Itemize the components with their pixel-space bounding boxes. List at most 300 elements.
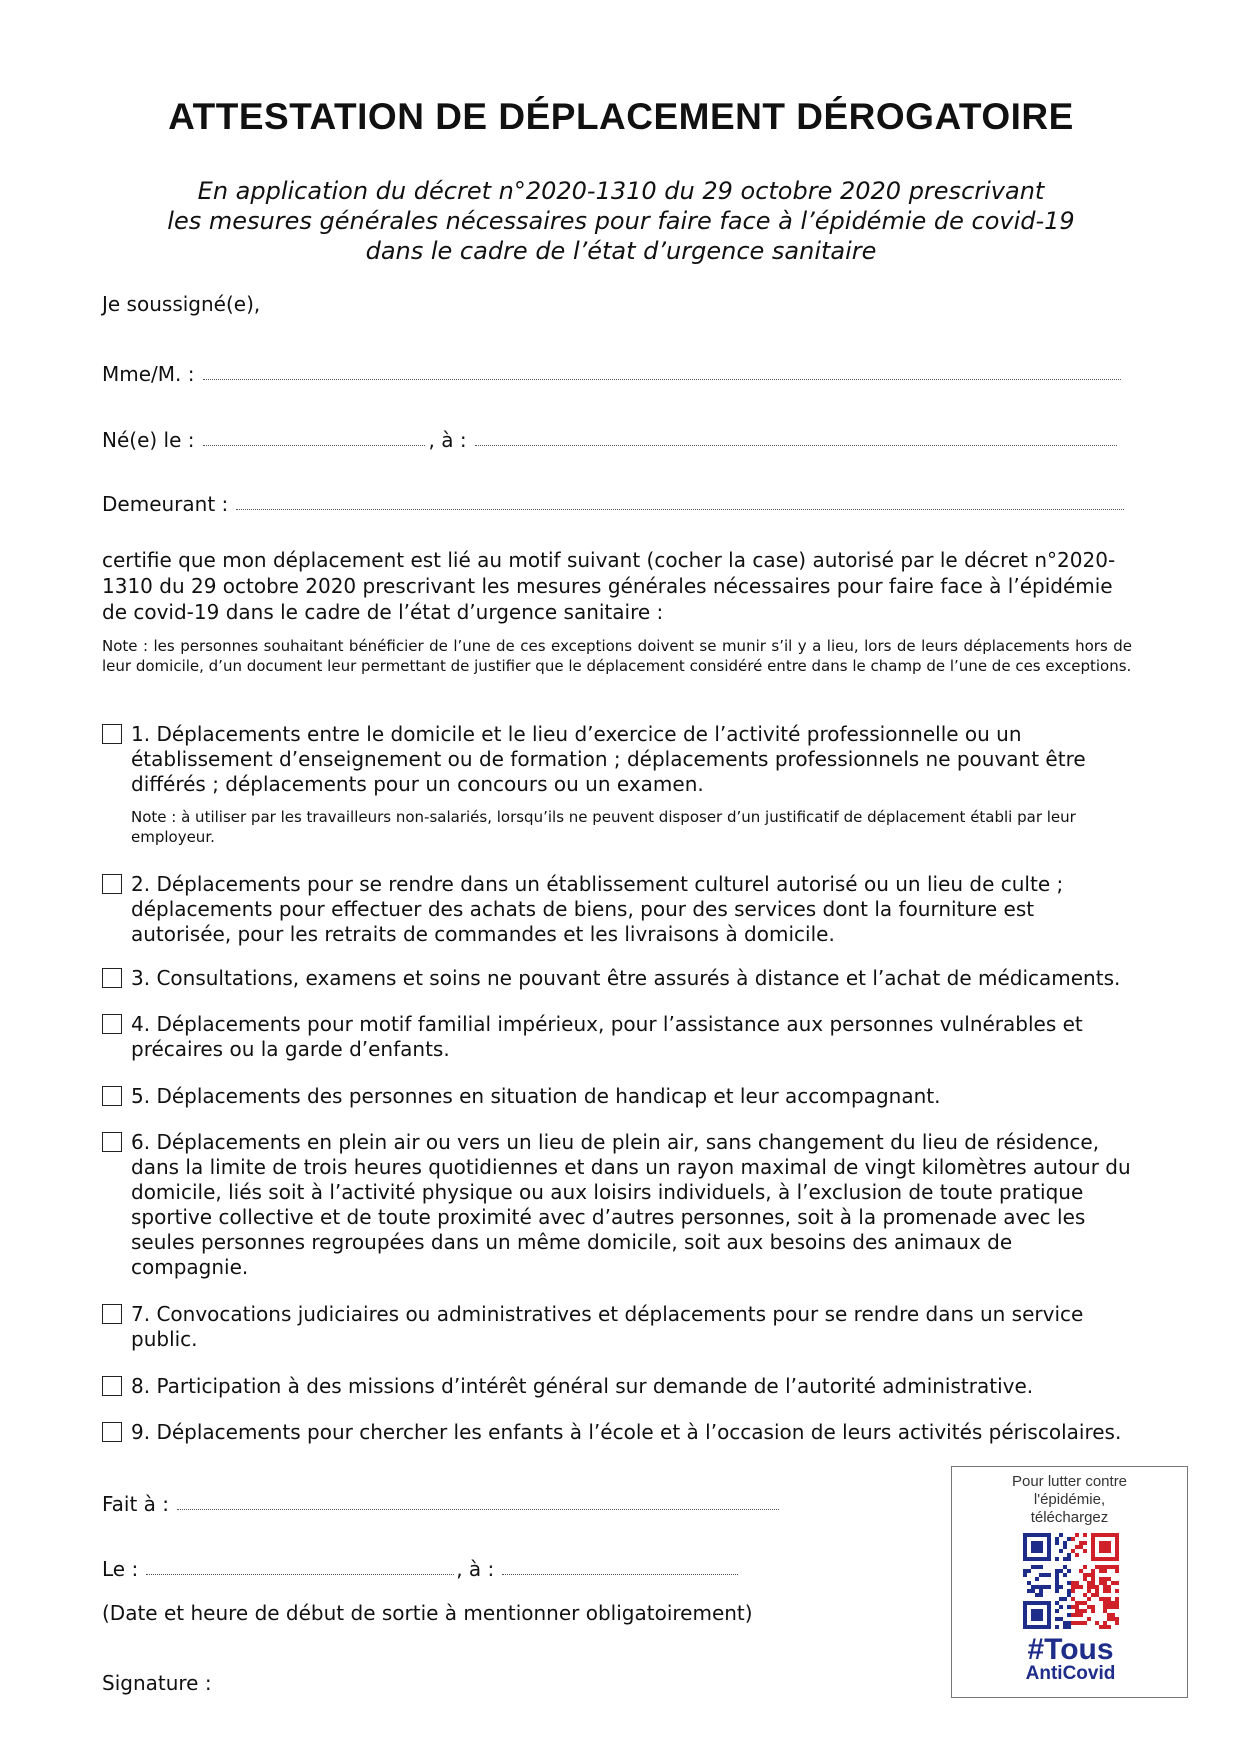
qr-module <box>1111 1533 1115 1537</box>
qr-module <box>1107 1565 1111 1569</box>
reason-9-checkbox[interactable] <box>102 1422 122 1442</box>
name-input-line[interactable] <box>203 378 1121 380</box>
qr-module <box>1099 1581 1103 1585</box>
qr-module <box>1023 1625 1027 1629</box>
qr-module <box>1111 1605 1115 1609</box>
name-field[interactable] <box>102 362 1121 386</box>
qr-module <box>1083 1609 1087 1613</box>
qr-module <box>1027 1625 1031 1629</box>
qr-module <box>1047 1585 1051 1589</box>
qr-module <box>1027 1581 1031 1585</box>
qr-module <box>1115 1545 1119 1549</box>
qr-module <box>1031 1541 1035 1545</box>
subtitle-line: dans le cadre de l’état d’urgence sanitaire <box>365 237 877 265</box>
qr-module <box>1103 1625 1107 1629</box>
qr-module <box>1115 1553 1119 1557</box>
qr-module <box>1063 1573 1067 1577</box>
qr-module <box>1107 1605 1111 1609</box>
qr-module <box>1047 1605 1051 1609</box>
qr-module <box>1079 1601 1083 1605</box>
qr-module <box>1115 1569 1119 1573</box>
qr-module <box>1075 1621 1079 1625</box>
intro-label: Je soussigné(e), <box>102 292 261 316</box>
qr-caption-line: téléchargez <box>1030 1509 1109 1526</box>
qr-module <box>1047 1553 1051 1557</box>
reason-2-label: 2. Déplacements pour se rendre dans un établissement culturel autorisé ou un lieu de culte ; déplacements pour effectuer des achats de biens, pour des services dont la fourniture est autorisée, pour les retraits de commandes et les livraisons à domicile. <box>131 872 1064 946</box>
qr-module <box>1075 1545 1079 1549</box>
qr-module <box>1035 1625 1039 1629</box>
qr-module <box>1115 1541 1119 1545</box>
address-input-line[interactable] <box>236 508 1124 510</box>
qr-module <box>1059 1533 1063 1537</box>
qr-module <box>1047 1621 1051 1625</box>
qr-module <box>1031 1545 1035 1549</box>
qr-module <box>1023 1573 1027 1577</box>
qr-module <box>1115 1565 1119 1569</box>
reason-5-label: 5. Déplacements des personnes en situation de handicap et leur accompagnant. <box>131 1084 941 1108</box>
qr-module <box>1099 1549 1103 1553</box>
qr-module <box>1103 1577 1107 1581</box>
qr-module <box>1063 1597 1067 1601</box>
qr-module <box>1035 1609 1039 1613</box>
qr-module <box>1059 1569 1063 1573</box>
place-label: Fait à : <box>102 1492 170 1516</box>
qr-module <box>1031 1585 1035 1589</box>
qr-module <box>1023 1569 1027 1573</box>
qr-module <box>1111 1565 1115 1569</box>
qr-caption-line: Pour lutter contre <box>1011 1473 1128 1490</box>
qr-module <box>1107 1625 1111 1629</box>
qr-module <box>1031 1601 1035 1605</box>
qr-module <box>1103 1549 1107 1553</box>
qr-module <box>1107 1541 1111 1545</box>
subtitle <box>0 176 1242 266</box>
qr-module <box>1047 1541 1051 1545</box>
qr-module <box>1039 1541 1043 1545</box>
reason-5-checkbox[interactable] <box>102 1086 122 1106</box>
qr-module <box>1023 1553 1027 1557</box>
qr-module <box>1107 1601 1111 1605</box>
reason-6[interactable] <box>102 1130 1142 1280</box>
qr-module <box>1027 1601 1031 1605</box>
qr-module <box>1091 1569 1095 1573</box>
qr-module <box>1047 1557 1051 1561</box>
qr-module <box>1031 1565 1035 1569</box>
qr-module <box>1075 1581 1079 1585</box>
qr-module <box>1091 1545 1095 1549</box>
qr-module <box>1023 1621 1027 1625</box>
reason-7-label: 7. Convocations judiciaires ou administratives et déplacements pour se rendre dans un service public. <box>131 1302 1084 1351</box>
qr-module <box>1071 1597 1075 1601</box>
signature-label: Signature : <box>102 1671 212 1695</box>
qr-module <box>1075 1533 1079 1537</box>
qr-module <box>1055 1569 1059 1573</box>
qr-module <box>1055 1609 1059 1613</box>
qr-module <box>1059 1549 1063 1553</box>
qr-module <box>1023 1537 1027 1541</box>
qr-module <box>1079 1545 1083 1549</box>
qr-module <box>1107 1585 1111 1589</box>
reason-5[interactable] <box>102 1084 1142 1109</box>
qr-module <box>1115 1617 1119 1621</box>
qr-module <box>1055 1581 1059 1585</box>
reason-9-label: 9. Déplacements pour chercher les enfants à l’école et à l’occasion de leurs activités périscolaires. <box>131 1420 1122 1444</box>
qr-module <box>1043 1557 1047 1561</box>
qr-module <box>1035 1593 1039 1597</box>
qr-module <box>1055 1617 1059 1621</box>
qr-module <box>1071 1549 1075 1553</box>
qr-module <box>1079 1541 1083 1545</box>
qr-module <box>1099 1625 1103 1629</box>
qr-module <box>1043 1573 1047 1577</box>
qr-module <box>1115 1557 1119 1561</box>
qr-module <box>1023 1605 1027 1609</box>
qr-module <box>1087 1585 1091 1589</box>
reason-8-label: 8. Participation à des missions d’intérêt général sur demande de l’autorité administrative. <box>131 1374 1034 1398</box>
qr-module <box>1047 1601 1051 1605</box>
qr-module <box>1091 1541 1095 1545</box>
qr-module <box>1115 1581 1119 1585</box>
qr-module <box>1083 1577 1087 1581</box>
qr-module <box>1023 1613 1027 1617</box>
qr-module <box>1103 1565 1107 1569</box>
qr-module <box>1039 1533 1043 1537</box>
qr-module <box>1063 1541 1067 1545</box>
qr-module <box>1115 1589 1119 1593</box>
qr-module <box>1071 1613 1075 1617</box>
qr-module <box>1095 1593 1099 1597</box>
qr-module <box>1067 1569 1071 1573</box>
qr-module <box>1103 1581 1107 1585</box>
qr-module <box>1103 1601 1107 1605</box>
qr-module <box>1079 1609 1083 1613</box>
qr-module <box>1067 1625 1071 1629</box>
qr-module <box>1035 1557 1039 1561</box>
qr-module <box>1023 1557 1027 1561</box>
time-label: , à : <box>456 1557 495 1581</box>
qr-module <box>1079 1569 1083 1573</box>
reason-2-checkbox[interactable] <box>102 874 122 894</box>
birth-place-label: , à : <box>428 428 467 452</box>
qr-module <box>1115 1533 1119 1537</box>
mention-text <box>102 1601 753 1625</box>
qr-module <box>1027 1589 1031 1593</box>
qr-panel <box>951 1466 1188 1698</box>
qr-module <box>1035 1601 1039 1605</box>
qr-module <box>1095 1565 1099 1569</box>
reason-9[interactable] <box>102 1420 1142 1445</box>
qr-module <box>1083 1621 1087 1625</box>
qr-module <box>1023 1545 1027 1549</box>
qr-module <box>1063 1621 1067 1625</box>
reason-1-note: Note : à utiliser par les travailleurs non-salariés, lorsqu’ils ne peuvent disposer d’un justificatif de déplacement établi par leur employeur. <box>131 808 1076 846</box>
qr-module <box>1083 1601 1087 1605</box>
subtitle-line: les mesures générales nécessaires pour faire face à l’épidémie de covid-19 <box>167 207 1075 235</box>
qr-module <box>1075 1553 1079 1557</box>
qr-module <box>1039 1617 1043 1621</box>
qr-module <box>1055 1577 1059 1581</box>
qr-module <box>1091 1577 1095 1581</box>
intro-text <box>102 292 260 316</box>
qr-module <box>1043 1533 1047 1537</box>
time-input-line[interactable] <box>502 1573 738 1575</box>
qr-module <box>1047 1533 1051 1537</box>
qr-module <box>1023 1549 1027 1553</box>
qr-module <box>1111 1557 1115 1561</box>
qr-module <box>1095 1621 1099 1625</box>
qr-module <box>1023 1541 1027 1545</box>
qr-module <box>1075 1585 1079 1589</box>
qr-module <box>1035 1617 1039 1621</box>
qr-module <box>1043 1601 1047 1605</box>
qr-module <box>1099 1557 1103 1561</box>
qr-module <box>1023 1609 1027 1613</box>
qr-module <box>1103 1597 1107 1601</box>
qr-module <box>1103 1545 1107 1549</box>
qr-module <box>1071 1581 1075 1585</box>
qr-module <box>1027 1569 1031 1573</box>
qr-module <box>1095 1557 1099 1561</box>
qr-module <box>1107 1545 1111 1549</box>
qr-module <box>1063 1545 1067 1549</box>
birth-field[interactable] <box>102 428 1117 452</box>
qr-module <box>1075 1613 1079 1617</box>
qr-module <box>1063 1625 1067 1629</box>
qr-module <box>1047 1625 1051 1629</box>
qr-module <box>1115 1597 1119 1601</box>
qr-module <box>1067 1581 1071 1585</box>
qr-module <box>1111 1613 1115 1617</box>
qr-module <box>1055 1541 1059 1545</box>
qr-module <box>1023 1533 1027 1537</box>
qr-module <box>1063 1557 1067 1561</box>
page-title: ATTESTATION DE DÉPLACEMENT DÉROGATOIRE <box>168 96 1074 137</box>
qr-module <box>1063 1565 1067 1569</box>
qr-module <box>1035 1545 1039 1549</box>
general-note: Note : les personnes souhaitant bénéficier de l’une de ces exceptions doivent se munir s’il y a lieu, lors de leurs déplacements hors de leur domicile, d’un document leur permettant de justifier que le déplacement considéré entre dans le champ de l’une de ces exceptions. <box>102 637 1132 675</box>
reason-7-checkbox[interactable] <box>102 1304 122 1324</box>
qr-module <box>1055 1601 1059 1605</box>
qr-module <box>1091 1533 1095 1537</box>
qr-module <box>1087 1573 1091 1577</box>
qr-module <box>1067 1589 1071 1593</box>
qr-module <box>1075 1601 1079 1605</box>
place-input-line[interactable] <box>177 1508 779 1510</box>
date-label: Le : <box>102 1557 139 1581</box>
qr-module <box>1083 1593 1087 1597</box>
qr-module <box>1047 1549 1051 1553</box>
qr-module <box>1091 1609 1095 1613</box>
reason-3-checkbox[interactable] <box>102 968 122 988</box>
qr-module <box>1035 1533 1039 1537</box>
qr-module <box>1079 1613 1083 1617</box>
qr-module <box>1107 1597 1111 1601</box>
qr-module <box>1031 1589 1035 1593</box>
qr-module <box>1039 1557 1043 1561</box>
qr-module <box>1099 1569 1103 1573</box>
qr-module <box>1023 1601 1027 1605</box>
signature-field[interactable] <box>102 1671 212 1695</box>
qr-module <box>1035 1565 1039 1569</box>
birth-date-input-line[interactable] <box>203 444 425 446</box>
address-label: Demeurant : <box>102 492 229 516</box>
reason-3[interactable] <box>102 966 1142 991</box>
qr-module <box>1107 1549 1111 1553</box>
qr-module <box>1103 1541 1107 1545</box>
qr-module <box>1107 1577 1111 1581</box>
qr-module <box>1071 1585 1075 1589</box>
qr-module <box>1115 1621 1119 1625</box>
qr-module <box>1099 1577 1103 1581</box>
qr-module <box>1039 1589 1043 1593</box>
reason-6-label: 6. Déplacements en plein air ou vers un lieu de plein air, sans changement du lieu de résidence, dans la limite de trois heures quotidiennes et dans un rayon maximal de vingt kilomètres autour du domicile, liés soit à l’activité physique ou aux loisirs individuels, à l’exclusion de toute pratique sportive collective et de toute proximité avec d’autres personnes, soit à la promenade avec les seules personnes regroupées dans un même domicile, soit aux besoins des animaux de compagnie. <box>131 1130 1131 1279</box>
qr-module <box>1067 1613 1071 1617</box>
qr-module <box>1047 1613 1051 1617</box>
qr-module <box>1055 1585 1059 1589</box>
qr-module <box>1035 1549 1039 1553</box>
qr-module <box>1027 1557 1031 1561</box>
qr-module <box>1091 1593 1095 1597</box>
qr-module <box>1091 1553 1095 1557</box>
qr-module <box>1091 1573 1095 1577</box>
qr-module <box>1035 1541 1039 1545</box>
qr-module <box>1067 1593 1071 1597</box>
qr-module <box>1103 1557 1107 1561</box>
qr-module <box>1039 1601 1043 1605</box>
mention-label: (Date et heure de début de sortie à mentionner obligatoirement) <box>102 1601 753 1625</box>
qr-module <box>1043 1585 1047 1589</box>
qr-module <box>1091 1585 1095 1589</box>
qr-module <box>1095 1585 1099 1589</box>
qr-module <box>1103 1569 1107 1573</box>
qr-module <box>1111 1617 1115 1621</box>
qr-module <box>1047 1573 1051 1577</box>
qr-module <box>1039 1625 1043 1629</box>
qr-module <box>1075 1609 1079 1613</box>
qr-module <box>1039 1585 1043 1589</box>
qr-caption <box>952 1473 1187 1527</box>
qr-module <box>1067 1537 1071 1541</box>
qr-module <box>1031 1617 1035 1621</box>
qr-module <box>1027 1533 1031 1537</box>
qr-module <box>1031 1613 1035 1617</box>
qr-module <box>1099 1545 1103 1549</box>
qr-module <box>1055 1537 1059 1541</box>
qr-module <box>1115 1537 1119 1541</box>
qr-module <box>1091 1605 1095 1609</box>
birth-place-input-line[interactable] <box>475 444 1117 446</box>
qr-module <box>1083 1573 1087 1577</box>
qr-module <box>1083 1565 1087 1569</box>
qr-module <box>1115 1601 1119 1605</box>
qr-module <box>1059 1585 1063 1589</box>
qr-module <box>1055 1589 1059 1593</box>
qr-module <box>1087 1617 1091 1621</box>
qr-module <box>1095 1589 1099 1593</box>
qr-module <box>1031 1549 1035 1553</box>
qr-module <box>1023 1617 1027 1621</box>
qr-module <box>1103 1605 1107 1609</box>
date-time-field[interactable] <box>102 1557 738 1581</box>
qr-module <box>1103 1533 1107 1537</box>
qr-module <box>1087 1589 1091 1593</box>
qr-module <box>1039 1573 1043 1577</box>
qr-module <box>1111 1581 1115 1585</box>
reason-1[interactable] <box>102 722 1142 847</box>
brand-name: AntiCovid <box>1025 1663 1116 1684</box>
qr-module <box>1091 1557 1095 1561</box>
qr-module <box>1039 1545 1043 1549</box>
reason-1-checkbox[interactable] <box>102 724 122 744</box>
brand-hashtag: #Tous <box>1027 1633 1114 1666</box>
qr-module <box>1079 1585 1083 1589</box>
qr-module <box>1087 1597 1091 1601</box>
qr-module <box>1099 1541 1103 1545</box>
qr-module <box>1107 1557 1111 1561</box>
reason-6-checkbox[interactable] <box>102 1132 122 1152</box>
reason-1-label: 1. Déplacements entre le domicile et le lieu d’exercice de l’activité professionnelle ou un établissement d’enseignement ou de formation ; déplacements professionnels ne pouvant être différés ; déplacements pour un concours ou un examen. <box>131 722 1086 796</box>
qr-module <box>1091 1549 1095 1553</box>
qr-module <box>1083 1541 1087 1545</box>
qr-module <box>1115 1605 1119 1609</box>
qr-module <box>1107 1589 1111 1593</box>
qr-module <box>1103 1585 1107 1589</box>
date-input-line[interactable] <box>146 1573 454 1575</box>
qr-module <box>1071 1605 1075 1609</box>
reason-8[interactable] <box>102 1374 1142 1399</box>
qr-module <box>1043 1625 1047 1629</box>
qr-module <box>1067 1621 1071 1625</box>
qr-module <box>1091 1537 1095 1541</box>
address-field[interactable] <box>102 492 1124 516</box>
qr-module <box>1107 1617 1111 1621</box>
qr-module <box>1039 1593 1043 1597</box>
qr-module <box>1067 1557 1071 1561</box>
name-label: Mme/M. : <box>102 362 195 386</box>
reason-4[interactable] <box>102 1012 1142 1062</box>
reason-3-label: 3. Consultations, examens et soins ne pouvant être assurés à distance et l’achat de médicaments. <box>131 966 1121 990</box>
qr-module <box>1071 1589 1075 1593</box>
reason-7[interactable] <box>102 1302 1142 1352</box>
qr-module <box>1095 1533 1099 1537</box>
qr-code-icon[interactable] <box>1023 1533 1119 1629</box>
certification-text: certifie que mon déplacement est lié au motif suivant (cocher la case) autorisé par le décret n°2020-1310 du 29 octobre 2020 prescrivant les mesures générales nécessaires pour faire face à l’épidémie de covid-19 dans le cadre de l’état d’urgence sanitaire : <box>102 548 1116 624</box>
reason-8-checkbox[interactable] <box>102 1376 122 1396</box>
qr-module <box>1067 1605 1071 1609</box>
qr-module <box>1075 1605 1079 1609</box>
qr-module <box>1047 1545 1051 1549</box>
qr-module <box>1031 1557 1035 1561</box>
reason-2[interactable] <box>102 872 1142 947</box>
qr-module <box>1055 1625 1059 1629</box>
qr-module <box>1039 1613 1043 1617</box>
qr-module <box>1087 1605 1091 1609</box>
subtitle-line: En application du décret n°2020-1310 du 29 octobre 2020 prescrivant <box>197 177 1045 205</box>
qr-module <box>1059 1605 1063 1609</box>
place-field[interactable] <box>102 1492 779 1516</box>
qr-module <box>1059 1597 1063 1601</box>
qr-module <box>1055 1557 1059 1561</box>
reason-4-checkbox[interactable] <box>102 1014 122 1034</box>
qr-caption-line: l'épidémie, <box>1033 1491 1106 1508</box>
qr-module <box>1099 1533 1103 1537</box>
qr-module <box>1047 1537 1051 1541</box>
qr-module <box>1103 1609 1107 1613</box>
qr-module <box>1103 1621 1107 1625</box>
qr-module <box>1099 1565 1103 1569</box>
qr-module <box>1047 1609 1051 1613</box>
qr-module <box>1035 1577 1039 1581</box>
